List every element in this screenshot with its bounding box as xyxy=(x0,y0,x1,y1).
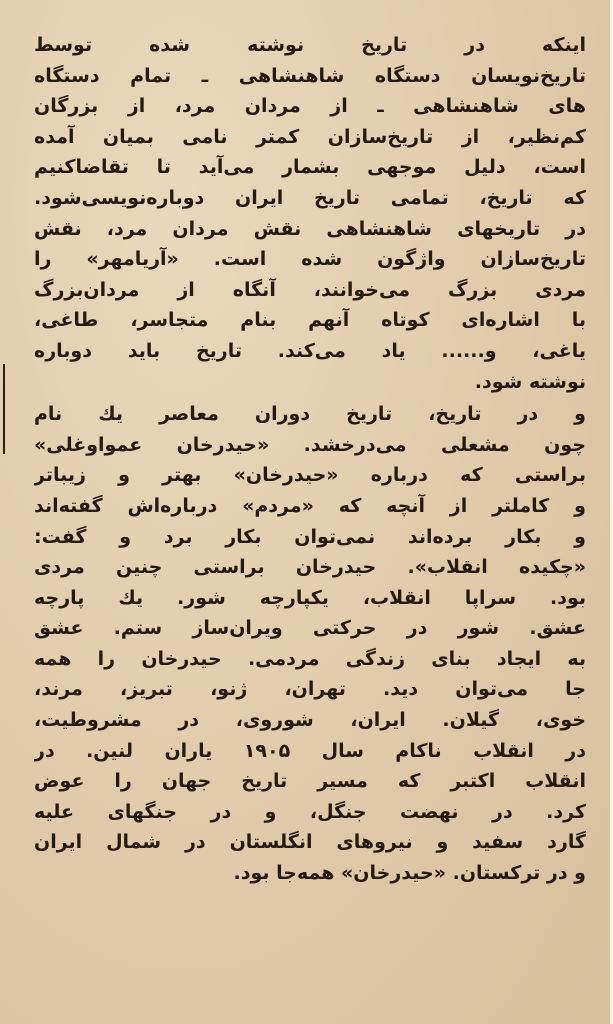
text-line: و در ترکستان. «حیدرخان» همه‌جا بود. xyxy=(233,862,586,885)
paragraph-1 xyxy=(34,30,586,397)
text-line: «چکیده انقلاب». حیدرخان براستی چنین مردی xyxy=(34,556,586,579)
text-line: یاغی، و...... یاد می‌کند. تاریخ باید دوباره xyxy=(34,339,586,362)
text-line: که تاریخ، تمامی تاریخ ایران دوباره‌نویسی‌شود. xyxy=(34,186,586,209)
text-line: انقلاب اکتبر که مسیر تاریخ جهان را عوض xyxy=(34,770,586,793)
article-text xyxy=(34,30,586,889)
text-line: جا می‌توان دید. تهران، ژنو، تبریز، مرند، xyxy=(34,678,586,701)
text-line: در تاریخهای شاهنشاهی نقش مردان مرد، نقش xyxy=(34,217,586,240)
text-line: است، دلیل موجهی بشمار می‌آید تا تقاضاکنیم xyxy=(34,156,586,179)
text-line: و در تاریخ، تاریخ دوران معاصر یك نام xyxy=(34,403,586,426)
text-line: کم‌نظیر، از تاریخ‌سازان کمتر نامی بمیان آمده xyxy=(34,125,586,148)
text-line: نوشته شود. xyxy=(474,370,586,393)
text-line: و کاملتر از آنچه که «مردم» درباره‌اش گفته‌اند xyxy=(34,494,586,517)
text-line: گارد سفید و نیروهای انگلستان در شمال ایران xyxy=(34,831,586,854)
text-line: اینکه در تاریخ نوشته شده توسط xyxy=(34,34,586,56)
text-line: چون مشعلی می‌درخشد. «حیدرخان عمواوغلی» xyxy=(34,433,586,456)
text-line: مردی بزرگ می‌خوانند، آنگاه از مردان‌بزرگ xyxy=(34,278,586,301)
text-line: به ایجاد بنای زندگی مردمی. حیدرخان را همه xyxy=(34,647,586,670)
text-line: بود. سراپا انقلاب، یکپارچه شور. یك پارچه xyxy=(34,586,586,609)
text-line: تاریخ‌نویسان دستگاه شاهنشاهی ـ تمام دستگاه‌ xyxy=(34,64,586,87)
margin-mark xyxy=(3,364,5,454)
text-line: براستی که درباره «حیدرخان» بهتر و زیباتر xyxy=(34,464,586,487)
text-line: و بکار برده‌اند نمی‌توان بکار برد و گفت: xyxy=(34,525,586,548)
text-line: عشق. شور در حرکتی ویران‌ساز ستم. عشق xyxy=(34,617,586,640)
text-line: های شاهنشاهی ـ از مردان مرد، از بزرگان xyxy=(34,95,586,118)
text-line: کرد. در نهضت جنگل، و در جنگهای علیه xyxy=(34,800,586,823)
paragraph-2 xyxy=(34,399,586,889)
text-line: خوی، گیلان. ایران، شوروی، در مشروطیت، xyxy=(34,709,586,732)
text-line: در انقلاب ناکام سال ۱۹۰۵ یاران لنین. در xyxy=(34,739,586,762)
text-line: تاریخ‌سازان واژگون شده است. «آریامهر» را xyxy=(34,248,586,271)
text-line: با اشاره‌ای کوتاه آنهم بنام متجاسر، طاغی، xyxy=(34,309,586,332)
